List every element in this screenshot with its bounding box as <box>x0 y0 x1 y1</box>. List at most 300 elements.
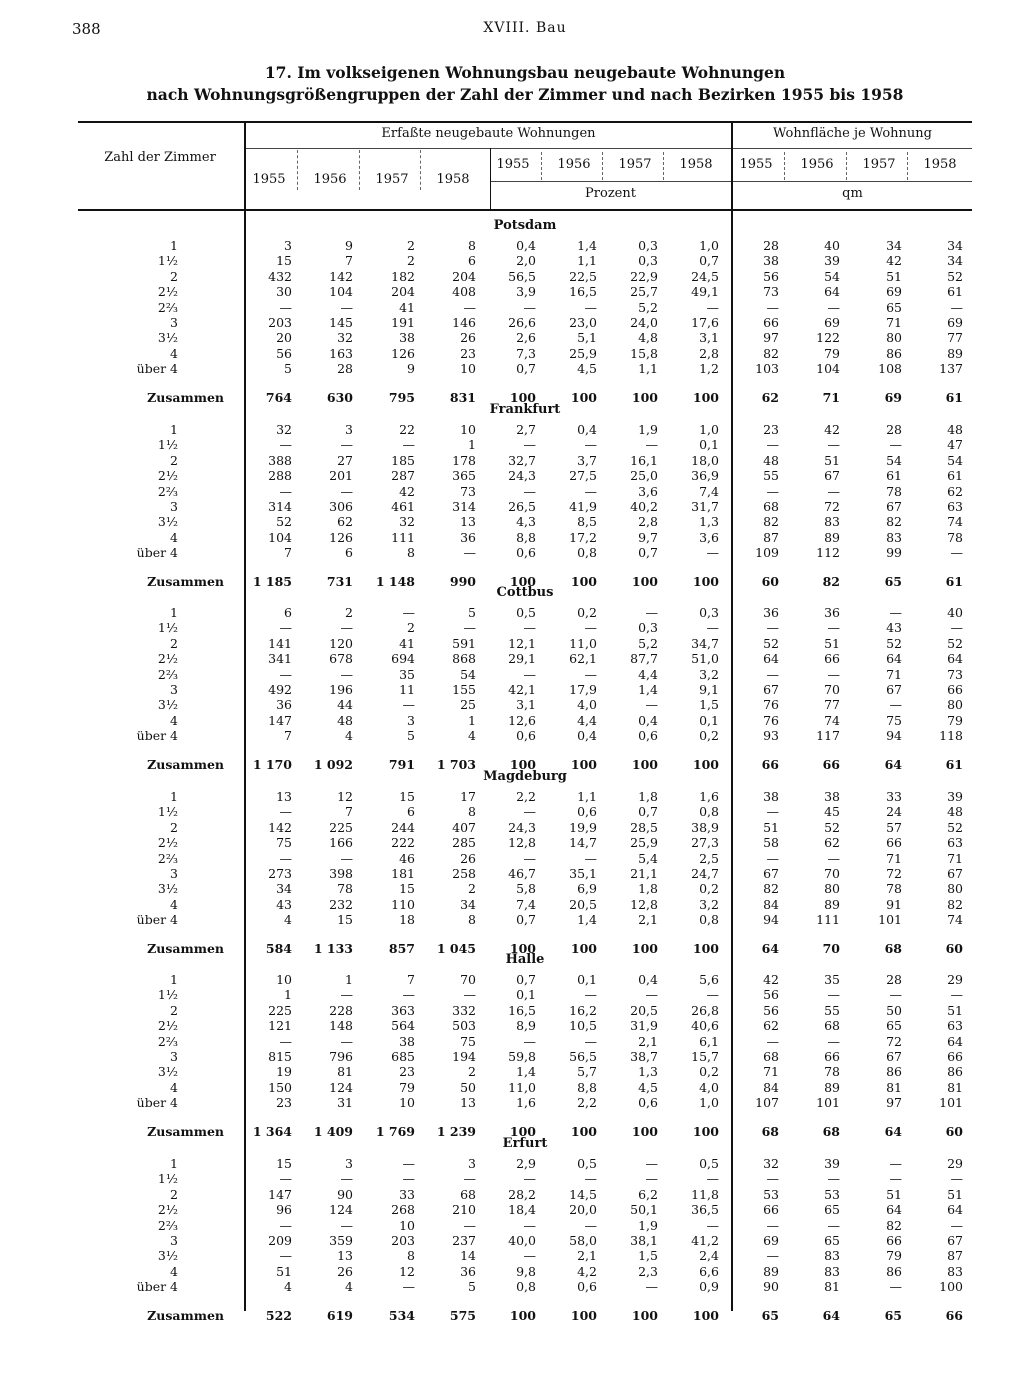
table-cell: 104 <box>816 361 840 377</box>
total-cell: 857 <box>388 940 415 956</box>
table-cell: 126 <box>391 345 415 361</box>
table-cell: 52 <box>763 635 779 651</box>
year-separator <box>663 152 664 180</box>
table-cell: 89 <box>824 529 840 545</box>
table-cell: 38 <box>824 789 840 804</box>
table-cell: 3,6 <box>638 483 658 499</box>
table-cell: 8 <box>468 912 476 928</box>
table-cell: — <box>706 1171 719 1187</box>
table-cell: 42 <box>886 253 902 269</box>
table-cell: 71 <box>886 666 902 682</box>
table-cell: 7 <box>345 804 353 820</box>
total-cell: 630 <box>326 389 353 405</box>
table-cell: 54 <box>886 452 902 468</box>
year-separator <box>541 152 542 180</box>
table-cell: 80 <box>886 330 902 346</box>
table-cell: 71 <box>763 1064 779 1080</box>
table-cell: 7,4 <box>699 483 719 499</box>
table-cell: 51 <box>824 635 840 651</box>
table-cell: — <box>584 666 597 682</box>
total-cell: 66 <box>822 756 840 772</box>
table-cell: 67 <box>763 682 779 697</box>
table-cell: 3,7 <box>577 452 597 468</box>
table-cell: 38,1 <box>630 1233 658 1248</box>
row-label: 2⅔ <box>157 483 178 499</box>
table-cell: 7,3 <box>516 345 536 361</box>
table-cell: 4,2 <box>577 1263 597 1279</box>
table-cell: 0,1 <box>577 972 597 987</box>
table-cell: 55 <box>763 468 779 484</box>
table-cell: 19,9 <box>569 819 597 835</box>
table-cell: 80 <box>947 881 963 897</box>
table-cell: 232 <box>329 896 353 912</box>
table-cell: 34 <box>947 238 963 253</box>
table-cell: 38,7 <box>630 1049 658 1064</box>
table-cell: 38 <box>763 789 779 804</box>
table-cell: 685 <box>391 1049 415 1064</box>
total-cell: 60 <box>945 1123 963 1139</box>
table-cell: 2,1 <box>638 912 658 928</box>
table-cell: — <box>340 437 353 453</box>
table-cell: 1,4 <box>516 1064 536 1080</box>
table-cell: — <box>523 1217 536 1233</box>
table-cell: — <box>645 605 658 620</box>
table-cell: 4,0 <box>699 1079 719 1095</box>
row-label: 3 <box>170 1233 178 1248</box>
table-cell: 72 <box>824 499 840 514</box>
row-label: 4 <box>170 529 178 545</box>
table-cell: 54 <box>824 268 840 284</box>
year-separator <box>846 152 847 180</box>
table-cell: 8 <box>468 804 476 820</box>
table-cell: 5,7 <box>577 1064 597 1080</box>
table-cell: 287 <box>391 468 415 484</box>
table-cell: 273 <box>268 866 292 881</box>
table-cell: 14,5 <box>569 1186 597 1202</box>
total-cell: 100 <box>509 1307 536 1323</box>
table-cell: 314 <box>268 499 292 514</box>
table-cell: 1,5 <box>638 1248 658 1264</box>
table-cell: 4,3 <box>516 514 536 530</box>
table-cell: 30 <box>276 284 292 300</box>
table-cell: 49,1 <box>691 284 719 300</box>
table-cell: 51 <box>886 1186 902 1202</box>
table-cell: — <box>950 1171 963 1187</box>
table-cell: — <box>523 437 536 453</box>
table-cell: 110 <box>391 896 415 912</box>
total-cell: 61 <box>945 756 963 772</box>
table-cell: — <box>279 620 292 636</box>
row-label: 2½ <box>157 651 178 667</box>
table-cell: 0,4 <box>577 422 597 437</box>
year-separator <box>359 150 360 190</box>
table-cell: 13 <box>460 514 476 530</box>
total-cell: 100 <box>692 756 719 772</box>
table-cell: 0,5 <box>699 1156 719 1171</box>
total-cell: 100 <box>692 1123 719 1139</box>
row-label: 2½ <box>157 284 178 300</box>
total-cell: 1 239 <box>436 1123 476 1139</box>
total-cell: 1 409 <box>313 1123 353 1139</box>
table-cell: — <box>766 483 779 499</box>
total-cell: 64 <box>884 1123 902 1139</box>
table-cell: — <box>402 1156 415 1171</box>
table-cell: 27,5 <box>569 468 597 484</box>
district-name: Frankfurt <box>489 402 561 417</box>
total-cell: 1 133 <box>313 940 353 956</box>
table-cell: — <box>827 437 840 453</box>
table-cell: 8,5 <box>577 514 597 530</box>
table-cell: — <box>523 850 536 866</box>
table-cell: 28 <box>886 972 902 987</box>
table-cell: 258 <box>452 866 476 881</box>
table-cell: 79 <box>824 345 840 361</box>
table-cell: 2,1 <box>638 1033 658 1049</box>
table-cell: 17,2 <box>569 529 597 545</box>
table-cell: 137 <box>939 361 963 377</box>
row-label: über 4 <box>136 728 178 744</box>
table-cell: 5 <box>407 728 415 744</box>
table-cell: — <box>889 1279 902 1295</box>
table-cell: — <box>463 1171 476 1187</box>
table-cell: 306 <box>329 499 353 514</box>
table-cell: — <box>523 804 536 820</box>
table-cell: 6 <box>345 545 353 561</box>
table-cell: 2 <box>468 1064 476 1080</box>
table-cell: — <box>523 299 536 315</box>
row-label: 2⅔ <box>157 850 178 866</box>
table-cell: 3 <box>407 712 415 728</box>
table-cell: 341 <box>268 651 292 667</box>
table-cell: 61 <box>886 468 902 484</box>
table-cell: 1,5 <box>699 697 719 713</box>
table-cell: 23 <box>460 345 476 361</box>
table-cell: — <box>766 1217 779 1233</box>
table-cell: 1 <box>468 437 476 453</box>
table-cell: 15 <box>399 881 415 897</box>
table-cell: 8 <box>407 1248 415 1264</box>
table-cell: 42 <box>763 972 779 987</box>
table-cell: 3,1 <box>699 330 719 346</box>
table-cell: 2,0 <box>516 253 536 269</box>
table-cell: 78 <box>337 881 353 897</box>
table-cell: 52 <box>947 635 963 651</box>
row-label: 4 <box>170 1079 178 1095</box>
total-cell: 65 <box>884 1307 902 1323</box>
table-cell: 237 <box>452 1233 476 1248</box>
total-cell: 795 <box>388 389 415 405</box>
table-cell: 65 <box>886 1018 902 1034</box>
total-cell: 831 <box>449 389 476 405</box>
row-label: über 4 <box>136 1279 178 1295</box>
table-cell: 163 <box>329 345 353 361</box>
table-cell: 126 <box>329 529 353 545</box>
year-header: 1958 <box>436 172 470 187</box>
year-separator <box>784 152 785 180</box>
total-cell: 1 769 <box>375 1123 415 1139</box>
group1-underline <box>246 148 731 149</box>
table-cell: 146 <box>452 315 476 330</box>
table-cell: 4 <box>284 1279 292 1295</box>
table-cell: 7 <box>284 728 292 744</box>
table-cell: 7,4 <box>516 896 536 912</box>
total-cell: 61 <box>945 389 963 405</box>
table-cell: 56 <box>276 345 292 361</box>
table-cell: 72 <box>886 1033 902 1049</box>
table-cell: 26,5 <box>508 499 536 514</box>
total-label: Zusammen <box>147 1307 224 1323</box>
table-cell: 4 <box>284 912 292 928</box>
total-cell: 71 <box>822 389 840 405</box>
table-cell: 461 <box>391 499 415 514</box>
table-cell: 78 <box>824 1064 840 1080</box>
table-cell: 24,5 <box>691 268 719 284</box>
table-cell: 0,4 <box>638 712 658 728</box>
row-label: 2½ <box>157 1018 178 1034</box>
table-cell: 27,3 <box>691 835 719 851</box>
table-cell: 41 <box>399 299 415 315</box>
table-cell: 2,8 <box>699 345 719 361</box>
row-label: über 4 <box>136 361 178 377</box>
row-label: 1 <box>170 1156 178 1171</box>
table-cell: 0,2 <box>577 605 597 620</box>
table-cell: — <box>279 437 292 453</box>
table-cell: 107 <box>755 1095 779 1111</box>
table-cell: 155 <box>452 682 476 697</box>
table-cell: 79 <box>947 712 963 728</box>
table-cell: — <box>463 545 476 561</box>
table-cell: — <box>706 987 719 1003</box>
table-cell: 1 <box>345 972 353 987</box>
table-cell: 2,7 <box>516 422 536 437</box>
table-cell: 8,9 <box>516 1018 536 1034</box>
table-cell: 18,0 <box>691 452 719 468</box>
table-cell: — <box>279 1171 292 1187</box>
table-cell: 84 <box>763 896 779 912</box>
table-cell: 78 <box>947 529 963 545</box>
table-cell: 38,9 <box>691 819 719 835</box>
table-cell: 121 <box>268 1018 292 1034</box>
table-cell: — <box>340 850 353 866</box>
table-cell: 244 <box>391 819 415 835</box>
table-cell: 82 <box>763 514 779 530</box>
table-cell: 62,1 <box>569 651 597 667</box>
table-cell: 178 <box>452 452 476 468</box>
table-cell: 69 <box>824 315 840 330</box>
table-cell: 48 <box>763 452 779 468</box>
table-cell: — <box>340 620 353 636</box>
table-cell: 51 <box>947 1186 963 1202</box>
table-cell: 66 <box>763 315 779 330</box>
table-cell: 210 <box>452 1202 476 1218</box>
table-cell: 24,7 <box>691 866 719 881</box>
table-cell: — <box>827 620 840 636</box>
table-cell: 11,0 <box>569 635 597 651</box>
table-cell: 9 <box>345 238 353 253</box>
row-label: 2⅔ <box>157 666 178 682</box>
table-cell: 120 <box>329 635 353 651</box>
table-cell: 26,6 <box>508 315 536 330</box>
table-cell: 70 <box>824 866 840 881</box>
table-cell: 52 <box>824 819 840 835</box>
table-cell: 69 <box>947 315 963 330</box>
total-cell: 64 <box>761 940 779 956</box>
table-cell: — <box>340 666 353 682</box>
table-cell: 4,5 <box>577 361 597 377</box>
table-cell: 1,1 <box>638 361 658 377</box>
table-cell: 71 <box>947 850 963 866</box>
table-cell: 8,8 <box>577 1079 597 1095</box>
table-cell: 68 <box>824 1018 840 1034</box>
table-cell: 66 <box>947 1049 963 1064</box>
table-cell: 6,2 <box>638 1186 658 1202</box>
table-cell: — <box>584 1033 597 1049</box>
table-cell: 285 <box>452 835 476 851</box>
table-cell: — <box>889 1171 902 1187</box>
table-cell: 74 <box>947 912 963 928</box>
table-cell: 51 <box>824 452 840 468</box>
total-cell: 100 <box>692 389 719 405</box>
table-cell: — <box>889 987 902 1003</box>
table-cell: 112 <box>816 545 840 561</box>
table-cell: 4 <box>345 1279 353 1295</box>
row-label: 3½ <box>157 1248 178 1264</box>
total-cell: 68 <box>761 1123 779 1139</box>
table-cell: 11 <box>399 682 415 697</box>
table-cell: — <box>827 1171 840 1187</box>
table-cell: 20,5 <box>569 896 597 912</box>
table-cell: 69 <box>763 1233 779 1248</box>
year-header: 1958 <box>679 157 713 172</box>
table-cell: 101 <box>816 1095 840 1111</box>
table-cell: 2,8 <box>638 514 658 530</box>
row-label: 2 <box>170 635 178 651</box>
table-cell: 8 <box>468 238 476 253</box>
table-cell: — <box>645 1279 658 1295</box>
row-label: 1 <box>170 972 178 987</box>
total-cell: 100 <box>570 756 597 772</box>
table-cell: 40 <box>824 238 840 253</box>
table-cell: 34 <box>460 896 476 912</box>
table-cell: 20 <box>276 330 292 346</box>
table-cell: 6,6 <box>699 1263 719 1279</box>
table-cell: 12,1 <box>508 635 536 651</box>
table-cell: 0,8 <box>699 912 719 928</box>
table-cell: 31,7 <box>691 499 719 514</box>
year-header: 1956 <box>313 172 347 187</box>
table-cell: 564 <box>391 1018 415 1034</box>
table-cell: 111 <box>816 912 840 928</box>
year-header: 1958 <box>923 157 957 172</box>
table-cell: 25,9 <box>569 345 597 361</box>
row-label: 2 <box>170 1186 178 1202</box>
table-cell: 56,5 <box>508 268 536 284</box>
table-cell: 56 <box>763 987 779 1003</box>
table-cell: 2,6 <box>516 330 536 346</box>
table-cell: — <box>279 1033 292 1049</box>
table-cell: 8,8 <box>516 529 536 545</box>
table-cell: 2,1 <box>577 1248 597 1264</box>
table-cell: 0,1 <box>699 437 719 453</box>
total-cell: 731 <box>326 573 353 589</box>
table-cell: 28 <box>886 422 902 437</box>
table-cell: — <box>706 1217 719 1233</box>
table-cell: 18 <box>399 912 415 928</box>
total-cell: 791 <box>388 756 415 772</box>
table-cell: 41 <box>399 635 415 651</box>
total-label: Zusammen <box>147 940 224 956</box>
table-cell: 68 <box>460 1186 476 1202</box>
table-cell: 75 <box>886 712 902 728</box>
table-cell: 4,0 <box>577 697 597 713</box>
table-cell: 0,1 <box>699 712 719 728</box>
table-cell: 12 <box>399 1263 415 1279</box>
table-cell: 7 <box>345 253 353 269</box>
table-cell: — <box>766 299 779 315</box>
table-cell: 145 <box>329 315 353 330</box>
total-cell: 68 <box>822 1123 840 1139</box>
table-cell: 203 <box>268 315 292 330</box>
table-cell: 3 <box>468 1156 476 1171</box>
row-label: 2½ <box>157 835 178 851</box>
table-cell: 104 <box>329 284 353 300</box>
total-cell: 100 <box>631 940 658 956</box>
table-cell: 26 <box>460 330 476 346</box>
table-cell: — <box>402 1171 415 1187</box>
table-cell: 26 <box>337 1263 353 1279</box>
total-label: Zusammen <box>147 389 224 405</box>
table-cell: 14,7 <box>569 835 597 851</box>
table-cell: 0,6 <box>577 804 597 820</box>
total-cell: 64 <box>822 1307 840 1323</box>
total-cell: 65 <box>761 1307 779 1323</box>
table-cell: 2,5 <box>699 850 719 866</box>
table-cell: — <box>766 1033 779 1049</box>
table-cell: — <box>463 299 476 315</box>
table-cell: — <box>950 620 963 636</box>
table-cell: 1,0 <box>699 422 719 437</box>
table-cell: 0,3 <box>638 620 658 636</box>
table-cell: 25 <box>460 697 476 713</box>
table-cell: — <box>523 620 536 636</box>
row-label: 3 <box>170 315 178 330</box>
table-cell: — <box>584 299 597 315</box>
total-cell: 66 <box>761 756 779 772</box>
table-cell: 2,3 <box>638 1263 658 1279</box>
table-cell: — <box>706 620 719 636</box>
qm-underline <box>733 181 972 182</box>
table-cell: — <box>523 1171 536 1187</box>
table-cell: 6,1 <box>699 1033 719 1049</box>
table-cell: 228 <box>329 1002 353 1018</box>
table-cell: 51 <box>763 819 779 835</box>
table-cell: 40 <box>947 605 963 620</box>
rowlabel-header: Zahl der Zimmer <box>104 150 216 165</box>
table-cell: 503 <box>452 1018 476 1034</box>
table-cell: — <box>523 483 536 499</box>
table-cell: 7 <box>407 972 415 987</box>
table-cell: 11,0 <box>508 1079 536 1095</box>
table-cell: 67 <box>886 1049 902 1064</box>
table-cell: — <box>827 987 840 1003</box>
table-cell: 0,2 <box>699 1064 719 1080</box>
table-cell: 81 <box>337 1064 353 1080</box>
table-cell: 20,0 <box>569 1202 597 1218</box>
table-cell: 4,5 <box>638 1079 658 1095</box>
table-cell: 28 <box>337 361 353 377</box>
table-cell: 53 <box>824 1186 840 1202</box>
table-cell: 34,7 <box>691 635 719 651</box>
